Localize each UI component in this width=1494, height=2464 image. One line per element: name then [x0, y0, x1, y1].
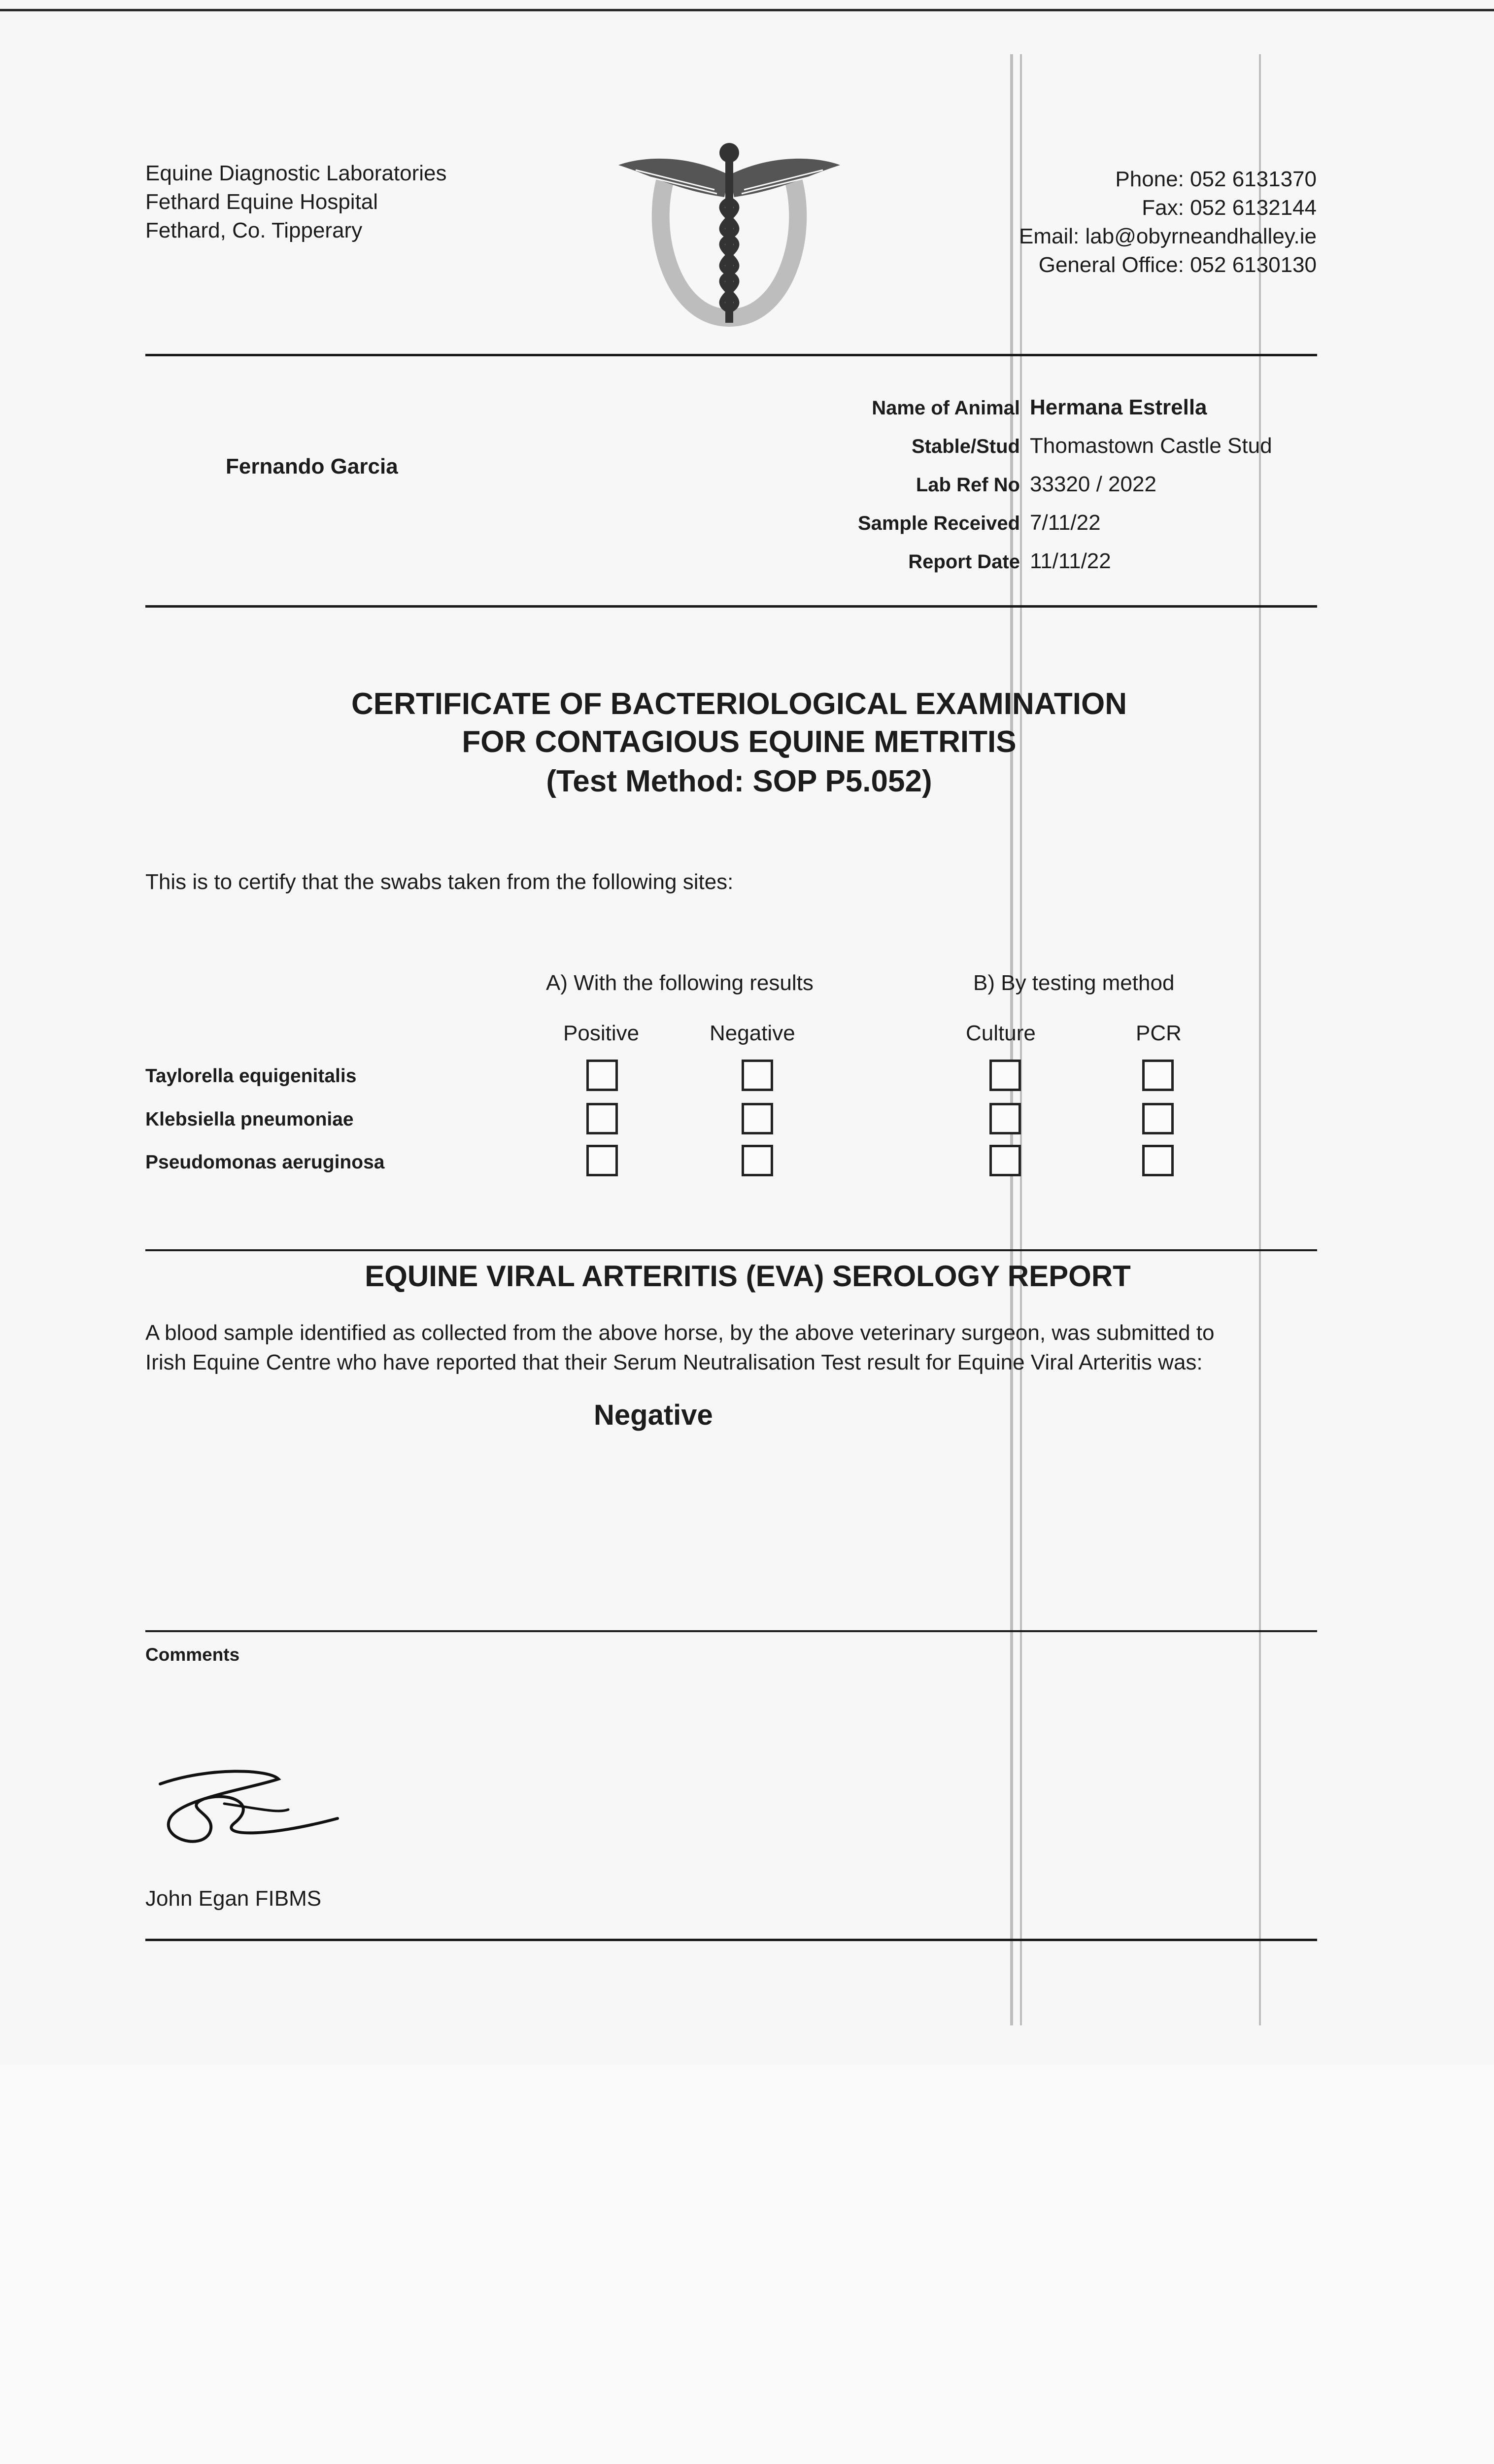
culture-checkbox[interactable] [989, 1103, 1021, 1134]
divider [145, 1249, 1317, 1251]
col-negative: Negative [710, 1021, 795, 1045]
negative-checkbox[interactable] [742, 1145, 773, 1176]
organism-klebsiella: Klebsiella pneumoniae [145, 1109, 354, 1130]
divider [145, 1939, 1317, 1941]
sample-received-label: Sample Received [857, 513, 1020, 534]
eva-text-line1: A blood sample identified as collected from the above horse, by the above veterinary surgeon, was submitted to [145, 1321, 1215, 1345]
positive-checkbox[interactable] [586, 1060, 618, 1091]
col-culture: Culture [966, 1021, 1036, 1045]
culture-checkbox[interactable] [989, 1060, 1021, 1091]
caduceus-horseshoe-icon [616, 136, 843, 333]
positive-checkbox[interactable] [586, 1103, 618, 1134]
general-office-line: General Office: 052 6130130 [1038, 253, 1317, 277]
eva-text-line2: Irish Equine Centre who have reported that their Serum Neutralisation Test result for Equine Viral Arteritis was: [145, 1350, 1203, 1374]
certificate-title-line3: (Test Method: SOP P5.052) [546, 764, 932, 798]
comments-label: Comments [145, 1644, 240, 1665]
organism-pseudomonas: Pseudomonas aeruginosa [145, 1152, 385, 1173]
animal-name-value: Hermana Estrella [1030, 395, 1207, 419]
section-a-heading: A) With the following results [546, 971, 814, 995]
negative-checkbox[interactable] [742, 1103, 773, 1134]
pcr-checkbox[interactable] [1142, 1145, 1174, 1176]
col-pcr: PCR [1136, 1021, 1182, 1045]
lab-address [145, 159, 447, 245]
lab-ref-value: 33320 / 2022 [1030, 472, 1156, 496]
lab-contact [1019, 165, 1317, 279]
col-positive: Positive [563, 1021, 640, 1045]
stable-value: Thomastown Castle Stud [1030, 434, 1272, 458]
certificate-intro: This is to certify that the swabs taken from the following sites: [145, 870, 734, 894]
lab-ref-label: Lab Ref No [916, 474, 1020, 496]
divider [145, 354, 1317, 356]
divider [145, 1630, 1317, 1632]
negative-checkbox[interactable] [742, 1060, 773, 1091]
sample-received-value: 7/11/22 [1030, 511, 1101, 535]
eva-title: EQUINE VIRAL ARTERITIS (EVA) SEROLOGY REPORT [365, 1260, 1131, 1293]
positive-checkbox[interactable] [586, 1145, 618, 1176]
pcr-checkbox[interactable] [1142, 1060, 1174, 1091]
signature [150, 1764, 347, 1863]
eva-result: Negative [594, 1399, 713, 1431]
address-line: Fethard, Co. Tipperary [145, 218, 363, 242]
signatory-name: John Egan FIBMS [145, 1886, 322, 1911]
fax-line: Fax: 052 6132144 [1142, 196, 1317, 220]
scan-vertical-line [1259, 54, 1261, 2025]
address-line: Equine Diagnostic Laboratories [145, 161, 447, 185]
divider [145, 605, 1317, 608]
email-line: Email: lab@obyrneandhalley.ie [1019, 224, 1317, 248]
certificate-title-line1: CERTIFICATE OF BACTERIOLOGICAL EXAMINATION [351, 687, 1127, 721]
lower-blank-area [0, 2065, 1494, 2464]
report-date-value: 11/11/22 [1030, 549, 1111, 573]
address-line: Fethard Equine Hospital [145, 190, 378, 214]
pcr-checkbox[interactable] [1142, 1103, 1174, 1134]
phone-line: Phone: 052 6131370 [1115, 167, 1317, 191]
recipient-name: Fernando Garcia [226, 454, 398, 479]
culture-checkbox[interactable] [989, 1145, 1021, 1176]
scan-top-edge [0, 9, 1494, 11]
report-date-label: Report Date [908, 551, 1020, 573]
section-b-heading: B) By testing method [973, 971, 1175, 995]
organism-taylorella: Taylorella equigenitalis [145, 1065, 357, 1087]
animal-name-label: Name of Animal [872, 397, 1020, 419]
certificate-title-line2: FOR CONTAGIOUS EQUINE METRITIS [462, 725, 1017, 759]
stable-label: Stable/Stud [911, 436, 1020, 457]
